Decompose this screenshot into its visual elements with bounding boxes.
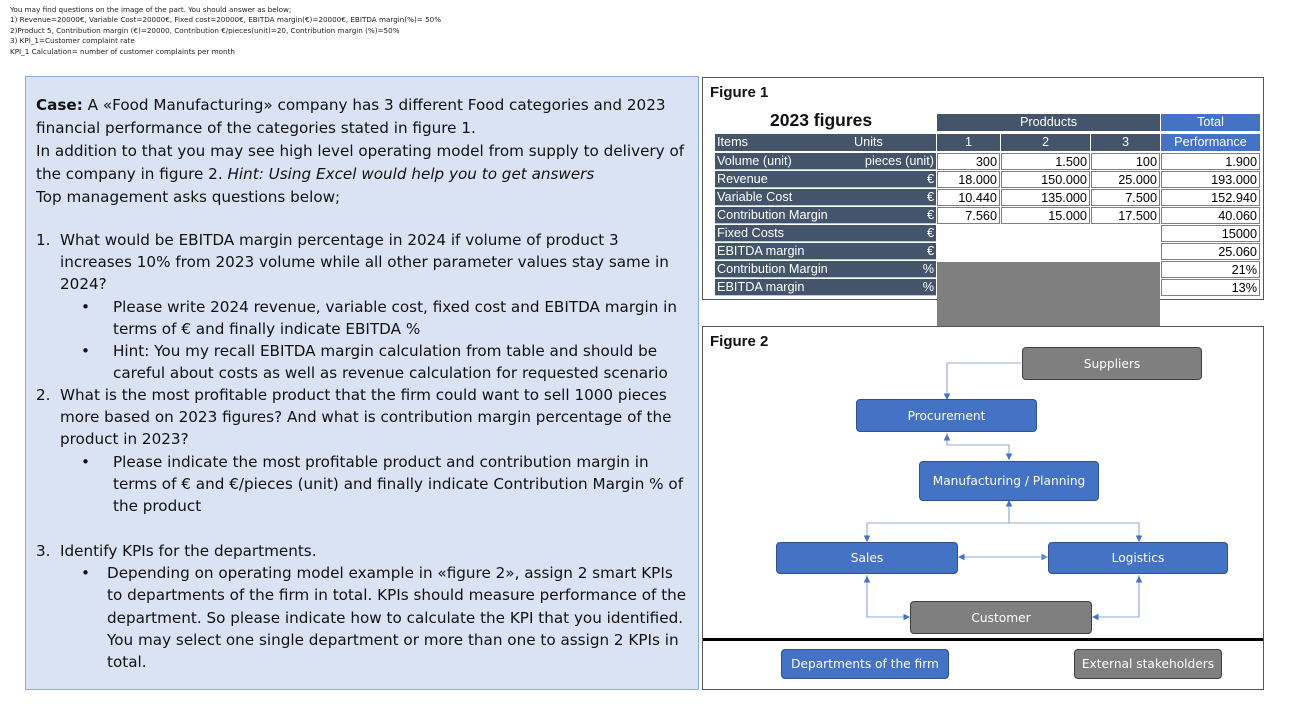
question-bullet: Please indicate the most profitable product and contribution margin in terms of € and €/pieces (unit) and finally indicate Contribution Margin % of the product (113, 452, 684, 516)
table-row-unit: € (852, 207, 936, 224)
case-intro-text-2: In addition to that you may see high level operating model from supply to delivery of the company in figure 2. (36, 142, 685, 183)
node-manufacturing-planning: Manufacturing / Planning (919, 461, 1099, 501)
question-number: 3. (36, 542, 51, 560)
instruction-line: You may find questions on the image of the part. You should answer as below; (10, 5, 292, 14)
case-intro-hint: Hint: Using Excel would help you to get answers (227, 165, 595, 183)
instruction-line: KPI_1 Calculation= number of customer complaints per month (10, 46, 235, 56)
bullet-icon: • (81, 452, 90, 471)
case-label: Case: (36, 96, 83, 114)
table-row-unit: € (852, 225, 936, 242)
operating-model-connectors (703, 327, 1263, 689)
instruction-line: 2)Product 5, Contribution margin (€)=20000, Contribution €/pieces(unit)=20, Contribution margin (%)=50% (10, 25, 400, 35)
table-row-unit: pieces (unit) (852, 153, 936, 170)
connector-manufacturing-logistics (1009, 523, 1139, 541)
total-header-line-2: Performance (1161, 134, 1260, 151)
question-bullet: Depending on operating model example in «figure 2», assign 2 smart KPIs to departments of the firm in total. KPIs should measure performance of the department. So please indicate how to calculate the KPI that you identified. You may select one single department or more than one to assign 2 KPIs in total. (107, 564, 687, 672)
table-cell-p1: 18.000 (937, 171, 1000, 188)
case-intro-text-1: A «Food Manufacturing» company has 3 different Food categories and 2023 financial performance of the categories stated in figure 1. (36, 96, 666, 137)
table-row-unit: € (852, 243, 936, 260)
table-cell-total: 15000 (1161, 225, 1260, 242)
question-bullet: Please write 2024 revenue, variable cost, fixed cost and EBITDA margin in terms of € and finally indicate EBITDA % (113, 297, 677, 338)
connector-manufacturing-sales (867, 500, 1009, 541)
legend-external-stakeholders: External stakeholders (1074, 649, 1222, 679)
question-1 (36, 229, 691, 384)
table-cell-p2: 150.000 (1001, 171, 1090, 188)
table-cell-p3: 7.500 (1091, 189, 1160, 206)
table-cell-p3: 25.000 (1091, 171, 1160, 188)
connector-procurement-manufacturing (947, 433, 1009, 459)
connector-logistics-customer (1093, 575, 1139, 617)
table-row-unit: % (852, 279, 936, 296)
question-2 (36, 384, 691, 517)
col-units-header: Units (852, 134, 936, 151)
table-row-item: EBITDA margin (715, 243, 852, 260)
table-row-item: Revenue (715, 171, 852, 188)
figure-1 (702, 77, 1264, 300)
financial-table (715, 114, 1261, 294)
empty-product-block (937, 262, 1160, 334)
table-cell-p3: 100 (1091, 153, 1160, 170)
figure-2 (702, 326, 1264, 690)
question-3 (36, 540, 691, 673)
bullet-icon: • (81, 297, 90, 316)
col-product-1-header: 1 (937, 134, 1000, 151)
table-row-unit: % (852, 261, 936, 278)
table-cell-p1: 7.560 (937, 207, 1000, 224)
table-row-unit: € (852, 189, 936, 206)
bullet-icon: • (81, 342, 90, 361)
figure-1-title: Figure 1 (710, 84, 769, 101)
case-panel (25, 76, 699, 690)
question-bullet: Hint: You my recall EBITDA margin calculation from table and should be careful about costs as well as revenue calculation for requested scenario (113, 342, 668, 383)
question-number: 2. (36, 386, 51, 404)
node-procurement: Procurement (856, 399, 1037, 432)
table-cell-total: 40.060 (1161, 207, 1260, 224)
table-row-item: EBITDA margin (715, 279, 852, 296)
case-intro-text-3: Top management asks questions below; (36, 188, 341, 206)
col-product-2-header: 2 (1001, 134, 1090, 151)
connector-manufacturing-procurement (947, 435, 1009, 445)
node-customer: Customer (910, 601, 1092, 634)
col-items-header: Items (715, 134, 852, 151)
node-sales: Sales (776, 542, 958, 574)
table-cell-total: 25.060 (1161, 243, 1260, 260)
node-suppliers: Suppliers (1022, 347, 1202, 380)
node-logistics: Logistics (1048, 542, 1228, 574)
question-number: 1. (36, 231, 51, 249)
legend-divider (703, 638, 1263, 641)
instruction-line: 3) KPI_1=Customer complaint rate (10, 36, 135, 46)
table-cell-total: 13% (1161, 279, 1260, 296)
bullet-icon: • (81, 564, 90, 583)
question-text: What is the most profitable product that the firm could want to sell 1000 pieces more based on 2023 figures? And what is contribution margin percentage of the product in 2023? (60, 386, 672, 449)
table-cell-total: 1.900 (1161, 153, 1260, 170)
table-cell-total: 193.000 (1161, 171, 1260, 188)
table-row-item: Volume (unit) (715, 153, 852, 170)
table-cell-p1: 10.440 (937, 189, 1000, 206)
legend-departments: Departments of the firm (781, 649, 949, 679)
table-cell-p3: 17.500 (1091, 207, 1160, 224)
figure-1-heading: 2023 figures (770, 110, 873, 130)
col-product-3-header: 3 (1091, 134, 1160, 151)
table-cell-total: 21% (1161, 261, 1260, 278)
table-row-item: Variable Cost (715, 189, 852, 206)
table-cell-p2: 1.500 (1001, 153, 1090, 170)
products-header: Prodducts (937, 114, 1160, 131)
table-row-item: Contribution Margin (715, 261, 852, 278)
question-text: What would be EBITDA margin percentage in 2024 if volume of product 3 increases 10% from 2023 volume while all other parameter values stay same in 2024? (60, 231, 669, 294)
table-cell-p2: 15.000 (1001, 207, 1090, 224)
instruction-line: 1) Revenue=20000€, Variable Cost=20000€, Fixed cost=20000€, EBITDA margin(€)=20000€, EBITDA margin(%)= 50% (10, 15, 442, 25)
table-row-item: Fixed Costs (715, 225, 852, 242)
connector-suppliers-procurement (947, 363, 1021, 399)
instructions-block (10, 5, 441, 57)
table-cell-p1: 300 (937, 153, 1000, 170)
table-cell-p2: 135.000 (1001, 189, 1090, 206)
figure-2-title: Figure 2 (710, 333, 769, 350)
table-cell-total: 152.940 (1161, 189, 1260, 206)
case-intro (36, 94, 691, 209)
table-row-item: Contribution Margin (715, 207, 852, 224)
total-header-line-1: Total (1161, 114, 1260, 131)
table-row-unit: € (852, 171, 936, 188)
connector-sales-customer (867, 575, 909, 617)
question-text: Identify KPIs for the departments. (60, 542, 317, 560)
